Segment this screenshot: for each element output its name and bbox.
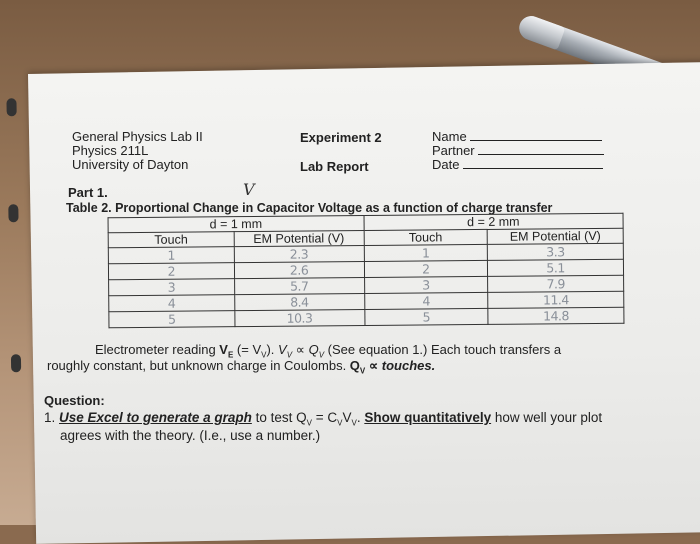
col-touch-1: Touch — [108, 232, 234, 248]
qv-symbol — [308, 342, 325, 360]
show-quantitatively: Show quantitatively — [364, 410, 492, 425]
name-label: Name — [432, 129, 467, 144]
ve-letter: V — [219, 342, 228, 357]
vv-symbol — [278, 342, 293, 360]
question-text: to test Q — [251, 410, 307, 425]
proportional-symbol: ∝ — [292, 342, 309, 357]
electrometer-note-line2 — [47, 358, 435, 380]
potential-cell[interactable]: 2.3 — [234, 246, 364, 263]
date-field[interactable] — [432, 158, 603, 172]
touch-cell[interactable]: 3 — [109, 279, 235, 296]
potential-cell[interactable]: 2.6 — [234, 262, 364, 279]
touch-cell[interactable]: 2 — [108, 263, 234, 280]
university: University of Dayton — [72, 157, 189, 172]
ve-symbol — [219, 342, 234, 360]
eq-subscript: V — [306, 418, 312, 428]
touch-cell[interactable]: 4 — [109, 295, 235, 312]
potential-cell[interactable]: 8.4 — [234, 294, 364, 311]
touch-cell[interactable]: 5 — [364, 308, 488, 325]
col-touch-2: Touch — [364, 229, 488, 245]
potential-cell[interactable]: 5.1 — [488, 259, 624, 276]
potential-cell[interactable]: 11.4 — [488, 291, 624, 308]
partner-field[interactable] — [432, 144, 604, 158]
touch-cell[interactable]: 4 — [364, 292, 488, 309]
ve-subscript: E — [227, 350, 234, 360]
proportional-symbol: ∝ — [365, 358, 382, 373]
eq-subscript: V — [351, 418, 357, 428]
col-em-2: EM Potential (V) — [487, 228, 623, 244]
question-title: Question: — [44, 393, 105, 408]
partner-label: Partner — [432, 143, 475, 158]
name-field[interactable] — [432, 130, 602, 144]
question-text: = C — [311, 410, 338, 425]
touch-cell[interactable]: 2 — [364, 260, 488, 277]
note-text: ). — [266, 342, 279, 357]
part-title: Part 1. — [68, 185, 108, 200]
name-line — [470, 130, 602, 141]
qv-sub: V — [359, 366, 366, 376]
touch-cell[interactable]: 3 — [364, 276, 488, 293]
touch-cell[interactable]: 5 — [109, 311, 235, 328]
vv-letter: V — [278, 342, 287, 357]
question-text: V — [342, 410, 352, 425]
excel-instruction: Use Excel to generate a graph — [59, 410, 252, 425]
vv-sub: V — [286, 350, 293, 360]
date-line — [463, 158, 603, 169]
note-text: (See equation 1.) Each touch transfers a — [324, 342, 562, 357]
handwritten-check-mark: V — [243, 180, 255, 199]
date-label: Date — [432, 157, 460, 172]
touches-word: touches. — [381, 358, 436, 373]
col-em-1: EM Potential (V) — [234, 231, 364, 247]
eq-subscript: V — [337, 418, 343, 428]
qv-letter: Q — [349, 358, 360, 373]
potential-cell[interactable]: 10.3 — [235, 310, 365, 327]
report-label: Lab Report — [300, 159, 369, 174]
course-title: General Physics Lab II — [72, 129, 203, 144]
experiment-label: Experiment 2 — [300, 130, 382, 145]
qv-letter: Q — [308, 342, 319, 357]
vv-subscript: V — [261, 350, 267, 360]
note-text: (= V — [233, 342, 262, 357]
touch-cell[interactable]: 1 — [108, 247, 234, 264]
potential-cell[interactable]: 14.8 — [488, 307, 624, 324]
qv-sub: V — [318, 350, 325, 360]
group-header-2mm: d = 2 mm — [364, 213, 624, 230]
potential-cell[interactable]: 5.7 — [234, 278, 364, 295]
course-code: Physics 211L — [72, 143, 149, 158]
note-text: Electrometer reading — [95, 342, 220, 357]
touch-cell[interactable]: 1 — [364, 244, 488, 261]
partner-line — [478, 144, 604, 155]
question-text: how well your plot — [491, 410, 603, 425]
note-text: roughly constant, but unknown charge in Coulombs. — [47, 358, 350, 373]
question-number: 1. — [44, 410, 60, 425]
potential-cell[interactable]: 7.9 — [488, 275, 624, 292]
question-1-line2: agrees with the theory. (I.e., use a number.) — [60, 428, 321, 443]
table-row — [109, 307, 624, 327]
table-title: Table 2. Proportional Change in Capacitor Voltage as a function of charge transfer — [66, 201, 553, 215]
data-table — [108, 213, 625, 328]
question-text: . — [356, 410, 365, 425]
group-header-1mm: d = 1 mm — [108, 216, 364, 233]
qv-bold-symbol — [349, 358, 436, 376]
potential-cell[interactable]: 3.3 — [487, 243, 623, 260]
